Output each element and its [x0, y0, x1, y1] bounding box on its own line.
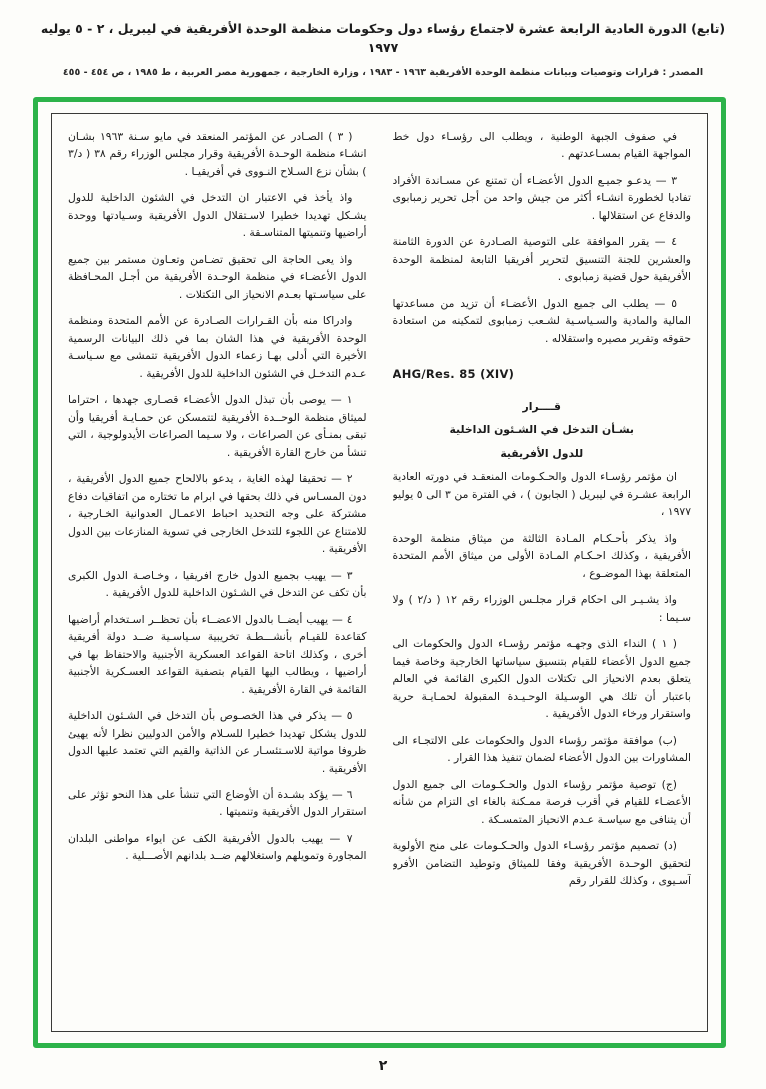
paragraph: وادراكا منه بأن القـرارات الصـادرة عن الأمم المتحدة ومنظمة الوحدة الأفريقية في هذا الشان بما في ذلك البيانات الرسمية الأخيرة التي أدلى بهـا زعماء الدول الأفريقية تتمشى مع سـياسـة عـدم التدخـل في الشئون الداخلية للدول الأفريقية . — [68, 314, 367, 380]
green-border-frame — [33, 97, 726, 1048]
paragraph: ٢ — تحقيقا لهذه الغاية ، يدعو بالالحاح جميع الدول الأفريقية ، دون المسـاس في ذلك بحقها في ابرام ما تختاره من اتفاقيات دفاع مشتركة على وجه التحديد احباط الاعمـال العدوانية الخـارجية ، للامتناع عن اللجوء للتدخل الخارجى في تسوية المنازعات بين الدول الأفريقية . — [68, 472, 367, 556]
page-number: ٢ — [378, 1058, 388, 1074]
paragraph: ان مؤتمر رؤسـاء الدول والحـكـومات المنعقـد في دورته العادية الرابعة عشـرة في ليبريل ( الجابون ) ، في الفترة من ٣ الى ٥ يوليو ١٩٧٧ ، — [392, 470, 691, 519]
paragraph: ٤ — يقرر الموافقة على التوصية الصـادرة عن الدورة الثامنة والعشرين للجنة التنسيق لتحرير أفريقيا التابعة لمنظمة الوحدة الأفريقية حول قضية زمبابوى . — [392, 235, 691, 284]
paragraph: (ب) موافقة مؤتمر رؤساء الدول والحكومات على الالتجـاء الى المشاورات بين الدول الأعضاء لضمان تنفيذ هذا القرار . — [392, 733, 691, 765]
paragraph: ٥ — يذكر في هذا الخصـوص بأن التدخل في الشـئون الداخلية للدول يشكل تهديدا خطيرا للسـلام والأمن الدوليين نظرا لأنه يهيئ ظروفا مواتية للاسـتئسـار عن الذاتية والقيم التي تعتمد عليها الدول الأفريقية . — [68, 709, 367, 775]
paragraph: (د) تصميم مؤتمر رؤسـاء الدول والحـكـومات على منح الأولوية لتحقيق الوحـدة الأفريقية وفقا للميثاق وتوطيد التضامن الأفرو آسـيوى ، وكذلك للقرار رقم — [392, 839, 691, 888]
paragraph: ٧ — يهيب بالدول الأفريقية الكف عن ايواء مواطنى البلدان المجاورة وتمويلهم واستغلالهم ضــد بلدانهم الأصـــلية . — [68, 831, 367, 863]
paragraph: في صفوف الجبهة الوطنية ، ويطلب الى رؤسـاء دول خط المواجهة القيام بمسـاعدتهم . — [392, 130, 691, 161]
paragraph: ٣ — يدعـو جميـع الدول الأعضـاء أن تمتنع عن مسـاندة الأفراد تفاديا لخطورة انشـاء أكثر من جيش واحد من أجل تحرير زمبابوى والدفاع عن استقلالها . — [392, 173, 691, 222]
paragraph: ( ١ ) النداء الذى وجهـه مؤتمر رؤسـاء الدول والحكومات الى جميع الدول الأعضاء للقيام بتنسيق سياساتها الخارجية وخاصة فيما يتعلق بعدم الانحياز الى تكتلات الدول الكبرى القائمة في العالم باعتبار أن تلك هي الوسـيلة الوحـيـدة المقبولة لحمـايـة حرية واستقرار ورخاء الدول الأفريقية . — [392, 637, 691, 721]
header-session-title: (تابع) الدورة العادية الرابعة عشرة لاجتماع رؤساء دول وحكومات منظمة الوحدة الأفريقية في ليبريل ، ٢ - ٥ يوليه ١٩٧٧ — [40, 21, 726, 55]
resolution-subheading: بشـأن التدخل في الشـئون الداخلية — [449, 423, 634, 437]
two-column-layout — [68, 128, 691, 1017]
header-source-citation: المصدر : قرارات وتوصيات وبيانات منظمة الوحدة الأفريقية ١٩٦٣ - ١٩٨٣ ، وزارة الخارجية ، جمهورية مصر العربية ، ط ١٩٨٥ ، ص ٤٥٤ - ٤٥٥ — [62, 66, 704, 78]
text-border-frame — [51, 113, 708, 1032]
paragraph: واذ يشـيـر الى احكام قرار مجلـس الوزراء رقم ١٢ ( د/٢ ) ولا سـيما : — [392, 593, 691, 624]
paragraph: (ج) توصية مؤتمر رؤساء الدول والحـكـومات الى جميع الدول الأعضـاء للقيام في أقرب فرصة ممـكنة بالغاء اى التزام من شأنه أن يتنافى مع سياسـة عـدم الانحياز المتمسـكة . — [392, 777, 691, 826]
paragraph: ١ — يوصى بأن تبذل الدول الأعضـاء قصـارى جهدها ، احتراما لميثاق منظمة الوحــدة الأفريقية لتتمسكن عن حمـايـة أفريقيا وأن تبقى بمنـأى عن الصراعات ، ولا سـيما الصراعات الأيدولوجية ، التي تنشأ من خارج القارة الأفريقية . — [68, 393, 367, 459]
paragraph: واذ يأخذ في الاعتبار ان التدخل في الشئون الداخلية للدول يشـكل تهديدا خطيرا لاسـتقلال الدول الأفريقية وسـيادتها ووحدة أراضيها وتنميتها المتناسـقة . — [68, 191, 367, 240]
paragraph: ( ٣ ) الصـادر عن المؤتمر المنعقد في مايو سـنة ١٩٦٣ بشـان انشـاء منظمة الوحـدة الأفريقية وقرار مجلس الوزراء رقم ٣٨ ( د/٣ ) بشأن نزع السـلاح النـووى في أفريقيـا . — [68, 130, 367, 178]
paragraph: ٦ — يؤكد بشـدة أن الأوضاع التي تنشأ على هذا النحو تؤثر على استقرار الدول الأفريقية وتنميتها . — [68, 787, 367, 819]
column-right — [393, 128, 692, 1017]
resolution-code: AHG/Res. 85 (XIV) — [392, 367, 515, 382]
header-spacer — [0, 58, 766, 66]
resolution-subheading: للدول الأفريقية — [500, 446, 584, 460]
resolution-heading: قــــرار — [522, 399, 561, 413]
paragraph: ٥ — يطلب الى جميع الدول الأعضـاء أن تزيد من مساعدتها المالية والمادية والسـياسـية لشـعب زمبابوى لتمكينه من استعادة حقوقه وتقرير مصيره واستقلاله . — [392, 296, 691, 345]
paragraph: واذ يذكر بأحـكـام المـادة الثالثة من ميثاق منظمة الوحدة الأفريقية ، وكذلك احـكـام المـادة الأولى من ميثاق الأمم المتحدة المتعلقة بهذا الموضـوع ، — [392, 531, 691, 580]
paragraph: ٤ — يهيب أيضــا بالدول الاعضــاء بأن تحظــر اسـتخدام أراضيها كقاعدة للقيـام بأنشـــطـة تخريبية سـياسـية ضــد دولة أفريقية أخرى ، وكذلك اتاحة القواعد العسكرية الأجنبية والاحتفاظ بها في أراضيها ، ويطالب اليها القيام بتصفية القواعد العسـكرية الأجنبية القائمة في القارة الأفريقية . — [68, 612, 367, 696]
paragraph: ٣ — يهيب بجميع الدول خارج افريقيا ، وخـاصـة الدول الكبرى بأن تكف عن التدخل في الشـئون الداخلية للدول الأفريقية . — [68, 568, 367, 600]
page-header — [0, 0, 766, 80]
paragraph: واذ يعى الحاجة الى تحقيق تضـامن وتعـاون مستمر بين جميع الدول الأعضـاء في منظمة الوحـدة الأفريقية من أجـل المحـافظة على سياسـتها بعـدم الانحياز الى التكتلات . — [68, 252, 367, 301]
column-left — [68, 128, 367, 1017]
